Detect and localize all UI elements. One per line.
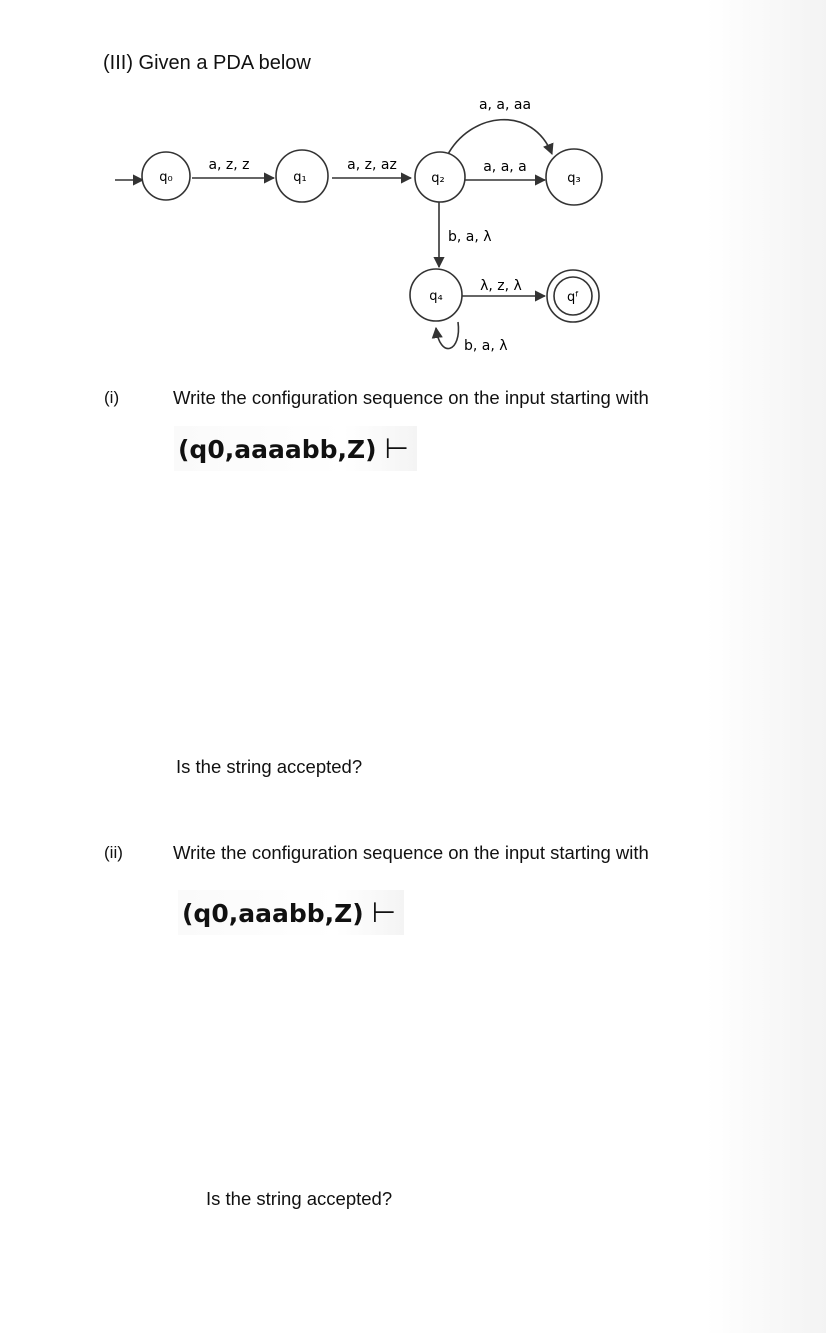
label-q2-q3: a, a, a (483, 159, 527, 175)
pda-diagram (0, 0, 826, 380)
label-q0-q1: a, z, z (208, 157, 250, 173)
edge-q2-loop (447, 120, 552, 156)
part-ii-accept-question: Is the string accepted? (206, 1188, 393, 1209)
state-q0 (142, 152, 190, 200)
svg-text:qᶠ: qᶠ (566, 290, 580, 305)
label-q2-loop: a, a, aa (478, 97, 532, 113)
svg-text:q₂: q₂ (431, 171, 445, 186)
label-q1-q2: a, z, az (347, 157, 397, 173)
part-ii-config (178, 890, 404, 935)
label-q4-loop: b, a, λ (464, 338, 508, 354)
svg-text:q₁: q₁ (293, 170, 307, 185)
part-ii-config-text: (q0,aaabb,Z) (182, 899, 364, 928)
state-q1 (276, 150, 328, 202)
state-q4 (410, 269, 462, 321)
part-i-config-text: (q0,aaaabb,Z) (178, 435, 377, 464)
state-q3 (546, 149, 602, 205)
svg-text:q₀: q₀ (159, 170, 173, 185)
label-q4-qf: λ, z, λ (480, 278, 522, 294)
part-ii-question: Write the configuration sequence on the input starting with (173, 842, 649, 863)
edge-q4-loop (436, 322, 458, 349)
part-marker-i: (i) (104, 388, 120, 407)
svg-text:q₃: q₃ (567, 171, 581, 186)
label-q2-q4: b, a, λ (448, 229, 492, 245)
turnstile-icon: ⊢ (371, 896, 397, 929)
part-i-config (174, 426, 417, 471)
svg-text:q₄: q₄ (429, 289, 443, 304)
state-q2 (415, 152, 465, 202)
turnstile-icon: ⊢ (384, 432, 409, 465)
problem-heading: (III) Given a PDA below (103, 52, 311, 74)
part-i-question: Write the configuration sequence on the input starting with (173, 387, 649, 408)
state-qf (547, 270, 599, 322)
part-marker-ii: (ii) (104, 843, 123, 862)
part-i-accept-question: Is the string accepted? (176, 756, 363, 777)
